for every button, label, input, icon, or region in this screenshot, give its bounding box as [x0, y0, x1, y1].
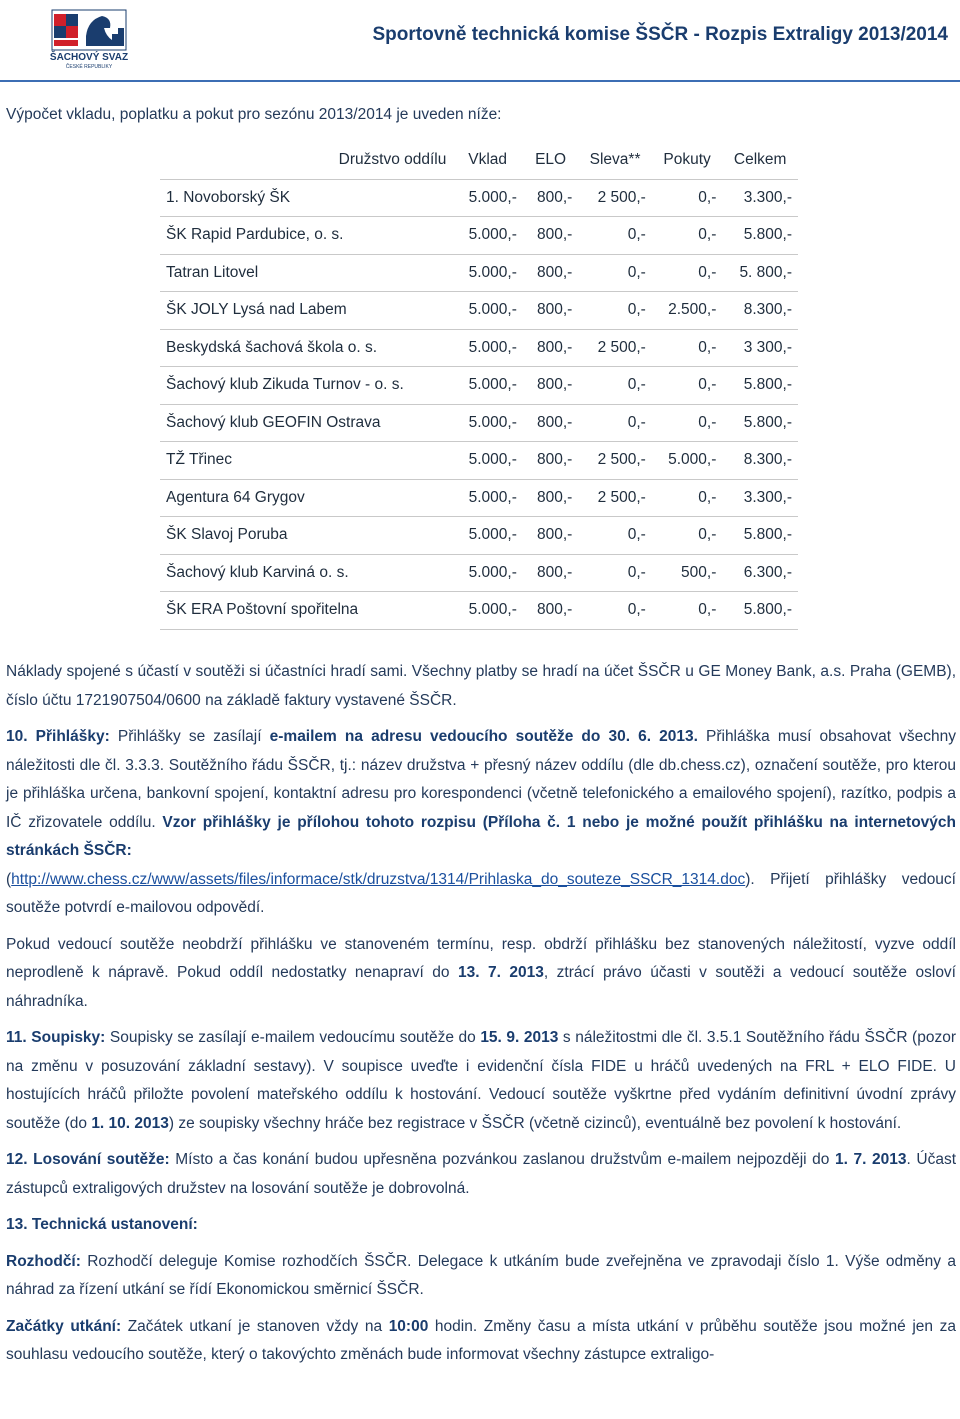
match-start-text-1: Začátek utkaní je stanoven vždy na: [121, 1317, 389, 1335]
body-text: [6, 658, 956, 1378]
deposit-cell: 5.000,-: [452, 592, 523, 630]
section-10-title: Přihlášky:: [35, 728, 110, 745]
section-10-number: 10.: [6, 728, 28, 745]
total-cell: 5.800,-: [722, 592, 798, 630]
penalties-cell: 0,-: [652, 367, 723, 405]
section-12-text-1: Místo a čas konání budou upřesněna pozvánkou zaslanou družstvům e-mailem nejpozději do: [169, 1151, 835, 1168]
deposit-cell: 5.000,-: [452, 367, 523, 405]
fees-table-body: [160, 179, 798, 629]
club-name-cell: Šachový klub Zikuda Turnov - o. s.: [160, 367, 452, 405]
discount-cell: 0,-: [578, 404, 652, 442]
header-divider: [0, 80, 960, 82]
section-11-title: Soupisky:: [31, 1029, 106, 1046]
discount-cell: 0,-: [578, 254, 652, 292]
elo-fee-cell: 800,-: [523, 329, 578, 367]
discount-cell: 2 500,-: [578, 179, 652, 217]
late-deadline: 13. 7. 2013: [458, 964, 544, 981]
elo-fee-cell: 800,-: [523, 479, 578, 517]
link-close-paren: ).: [745, 870, 755, 888]
club-name-cell: ŠK JOLY Lysá nad Labem: [160, 292, 452, 330]
section-13-heading: [6, 1211, 956, 1240]
section-12-title: Losování soutěže:: [33, 1151, 170, 1168]
elo-fee-cell: 800,-: [523, 367, 578, 405]
club-name-cell: ŠK Slavoj Poruba: [160, 517, 452, 555]
discount-cell: 0,-: [578, 554, 652, 592]
section-12-paragraph: [6, 1146, 956, 1203]
intro-text: Výpočet vkladu, poplatku a pokut pro sezónu 2013/2014 je uveden níže:: [6, 106, 502, 123]
logo-text: ŠACHOVÝ SVAZ: [49, 52, 129, 63]
section-12-deadline: 1. 7. 2013: [835, 1151, 907, 1168]
section-13-number: 13.: [6, 1216, 28, 1233]
discount-cell: 0,-: [578, 217, 652, 255]
table-row: [160, 517, 798, 555]
total-cell: 3.300,-: [722, 179, 798, 217]
section-10-emphasis-2: Vzor přihlášky je přílohou tohoto rozpisu (Příloha č. 1 nebo je možné použít přihlášku na internetových stránkách ŠSČR:: [6, 813, 956, 859]
penalties-cell: 500,-: [652, 554, 723, 592]
costs-paragraph: [6, 658, 956, 715]
deposit-cell: 5.000,-: [452, 442, 523, 480]
table-row: [160, 442, 798, 480]
penalties-cell: 0,-: [652, 592, 723, 630]
section-13-title: Technická ustanovení:: [31, 1216, 198, 1233]
elo-fee-cell: 800,-: [523, 554, 578, 592]
match-start-title: Začátky utkání:: [6, 1317, 122, 1335]
logo-subtext: ČESKÉ REPUBLIKY: [65, 64, 113, 70]
elo-fee-cell: 800,-: [523, 179, 578, 217]
total-cell: 5.800,-: [722, 517, 798, 555]
elo-fee-cell: 800,-: [523, 517, 578, 555]
match-start-time: 10:00: [388, 1317, 429, 1335]
discount-cell: 0,-: [578, 592, 652, 630]
column-header-club: Družstvo oddílu: [160, 142, 452, 179]
referee-paragraph: [6, 1248, 956, 1305]
club-name-cell: TŽ Třinec: [160, 442, 452, 480]
deposit-cell: 5.000,-: [452, 479, 523, 517]
deposit-cell: 5.000,-: [452, 554, 523, 592]
elo-fee-cell: 800,-: [523, 442, 578, 480]
elo-fee-cell: 800,-: [523, 404, 578, 442]
application-form-link[interactable]: http://www.chess.cz/www/assets/files/informace/stk/druzstva/1314/Prihlaska_do_souteze_SSCR_1314.doc: [11, 870, 746, 888]
section-11-number: 11.: [6, 1029, 27, 1046]
section-12-text-2: . Účast zástupců extraligových družstev na losování soutěže je dobrovolná.: [6, 1151, 957, 1197]
elo-fee-cell: 800,-: [523, 254, 578, 292]
section-11-text-2: s náležitostmi dle čl. 3.5.1 Soutěžního řádu ŠSČR (pozor na změnu v posuzování základní sestavy). V soupisce uveďte i evidenční čísla FIDE u hráčů uvedených na FRL + ELO FIDE. U hostujících hráčů přiložte povolení mateřského oddílu k hostování. Vedoucí soutěže vyškrtne před vydáním definitivní úvodní zprávy soutěže (do: [6, 1029, 956, 1132]
deposit-cell: 5.000,-: [452, 254, 523, 292]
section-12-number: 12.: [6, 1151, 28, 1168]
deposit-cell: 5.000,-: [452, 217, 523, 255]
table-row: [160, 292, 798, 330]
section-11-paragraph: [6, 1024, 956, 1138]
elo-fee-cell: 800,-: [523, 217, 578, 255]
section-10-text-2: Přihláška musí obsahovat všechny náležitosti dle čl. 3.3.3. Soutěžního řádu ŠSČR, tj.: název družstva + přesný název oddílu (dle db.chess.cz), označení soutěže, pro kterou je přihláška určena, bankovní spojení, kontaktní adresu pro korespondenci (včetně telefonického a emailového spojení), razítko, podpis a IČ zřizovatele oddílu.: [6, 728, 957, 831]
referee-text: Rozhodčí deleguje Komise rozhodčích ŠSČR. Delegace k utkáním bude zveřejněna ve zpravodaji číslo 1. Výše odměny a náhrad za řízení utkání se řídí Ekonomickou směrnicí ŠSČR.: [6, 1252, 956, 1298]
total-cell: 8.300,-: [722, 442, 798, 480]
penalties-cell: 0,-: [652, 404, 723, 442]
link-open-paren: (: [6, 870, 12, 888]
table-row: [160, 592, 798, 630]
late-text-2: , ztrácí právo účasti v soutěži a vedoucí soutěže osloví náhradníka.: [6, 964, 956, 1010]
deposit-cell: 5.000,-: [452, 292, 523, 330]
penalties-cell: 2.500,-: [652, 292, 723, 330]
discount-cell: 0,-: [578, 367, 652, 405]
elo-fee-cell: 800,-: [523, 292, 578, 330]
section-10-emphasis-1: e-mailem na adresu vedoucího soutěže do 30. 6. 2013.: [269, 728, 698, 745]
penalties-cell: 0,-: [652, 179, 723, 217]
column-header-discount: Sleva**: [578, 142, 652, 179]
penalties-cell: 0,-: [652, 329, 723, 367]
match-start-paragraph: [6, 1313, 956, 1370]
table-row: [160, 329, 798, 367]
column-header-penalties: Pokuty: [652, 142, 723, 179]
elo-fee-cell: 800,-: [523, 592, 578, 630]
section-10-text-3: Přijetí přihlášky vedoucí soutěže potvrdí e-mailovou odpovědí.: [6, 870, 956, 916]
table-row: [160, 404, 798, 442]
table-row: [160, 554, 798, 592]
total-cell: 3 300,-: [722, 329, 798, 367]
section-11-text-3: ) ze soupisky všechny hráče bez registrace v ŠSČR (včetně cizinců), eventuálně bez povolení k hostování.: [168, 1114, 902, 1132]
section-10-text-1: Přihlášky se zasílají: [109, 728, 270, 745]
total-cell: 5.800,-: [722, 404, 798, 442]
section-11-deadline-1: 15. 9. 2013: [480, 1029, 559, 1046]
table-header-row: [160, 142, 798, 179]
total-cell: 8.300,-: [722, 292, 798, 330]
club-name-cell: ŠK ERA Poštovní spořitelna: [160, 592, 452, 630]
club-name-cell: Šachový klub GEOFIN Ostrava: [160, 404, 452, 442]
penalties-cell: 0,-: [652, 217, 723, 255]
table-row: [160, 367, 798, 405]
discount-cell: 2 500,-: [578, 479, 652, 517]
section-11-deadline-2: 1. 10. 2013: [91, 1114, 169, 1132]
deposit-cell: 5.000,-: [452, 179, 523, 217]
column-header-elo: ELO: [523, 142, 578, 179]
club-name-cell: ŠK Rapid Pardubice, o. s.: [160, 217, 452, 255]
costs-text: Náklady spojené s účastí v soutěži si účastníci hradí sami. Všechny platby se hradí na účet ŠSČR u GE Money Bank, a.s. Praha (GEMB), číslo účtu 1721907504/0600 na základě faktury vystavené ŠSČR.: [6, 663, 956, 709]
club-name-cell: 1. Novoborský ŠK: [160, 179, 452, 217]
club-name-cell: Tatran Litovel: [160, 254, 452, 292]
deposit-cell: 5.000,-: [452, 329, 523, 367]
late-application-paragraph: [6, 931, 956, 1017]
discount-cell: 0,-: [578, 517, 652, 555]
discount-cell: 2 500,-: [578, 442, 652, 480]
chess-federation-logo: [46, 6, 132, 72]
page-title: Sportovně technická komise ŠSČR - Rozpis Extraligy 2013/2014: [372, 24, 948, 45]
total-cell: 5. 800,-: [722, 254, 798, 292]
penalties-cell: 0,-: [652, 517, 723, 555]
discount-cell: 0,-: [578, 292, 652, 330]
column-header-total: Celkem: [722, 142, 798, 179]
section-10-paragraph: [6, 723, 956, 923]
table-row: [160, 217, 798, 255]
match-start-text-2: hodin. Změny času a místa utkání v průběhu soutěže jsou možné jen za souhlasu vedoucího soutěže, který o takovýchto změnách bude informovat všechny zástupce extraligo-: [6, 1317, 956, 1363]
fees-table: [160, 142, 798, 630]
discount-cell: 2 500,-: [578, 329, 652, 367]
column-header-deposit: Vklad: [452, 142, 523, 179]
total-cell: 6.300,-: [722, 554, 798, 592]
referee-title: Rozhodčí:: [6, 1252, 81, 1270]
table-row: [160, 254, 798, 292]
penalties-cell: 5.000,-: [652, 442, 723, 480]
deposit-cell: 5.000,-: [452, 517, 523, 555]
section-11-text-1: Soupisky se zasílají e-mailem vedoucímu soutěže do: [105, 1029, 481, 1046]
table-row: [160, 179, 798, 217]
total-cell: 5.800,-: [722, 217, 798, 255]
late-text-1: Pokud vedoucí soutěže neobdrží přihlášku ve stanoveném termínu, resp. obdrží přihlášku bez stanovených náležitostí, vyzve oddíl neprodleně k nápravě. Pokud oddíl nedostatky nenapraví do: [6, 935, 956, 981]
club-name-cell: Beskydská šachová škola o. s.: [160, 329, 452, 367]
club-name-cell: Agentura 64 Grygov: [160, 479, 452, 517]
total-cell: 3.300,-: [722, 479, 798, 517]
page-header: [0, 0, 960, 80]
total-cell: 5.800,-: [722, 367, 798, 405]
table-row: [160, 479, 798, 517]
club-name-cell: Šachový klub Karviná o. s.: [160, 554, 452, 592]
penalties-cell: 0,-: [652, 254, 723, 292]
deposit-cell: 5.000,-: [452, 404, 523, 442]
penalties-cell: 0,-: [652, 479, 723, 517]
